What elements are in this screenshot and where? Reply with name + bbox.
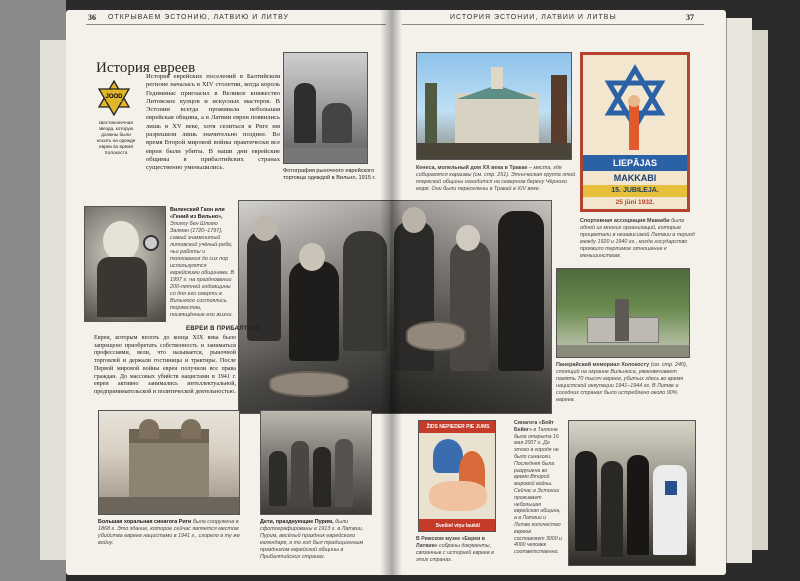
running-head-right: ИСТОРИЯ ЭСТОНИИ, ЛАТВИИ И ЛИТВЫ [450,14,617,21]
header-rule-left [86,24,386,25]
gaon-caption-title: Виленский Гаон или «Гений из Вильно», [170,207,225,220]
museum-poster-title: ŽIDS NEPIEDER PIE JUMS [419,421,496,433]
header-rule-right [402,24,704,25]
baltic-text: Евреи, которым вплоть до конца XIX века было запрещено приобретать собственность и заниматься профессиями, вели, что называется, рыночной торговлей и держали гостиницы и трактиры. После Первой мировой войны евреи получили все права граждан. До массовых убийств нацистами в 1941 г. евреи активно занимались интеллектуальной, предпринимательской и политической деятельностью. [94,335,236,395]
museum-caption-text: собраны документы, связанные с историей евреев в этих странах. [416,543,494,563]
star-label: JOOD [105,94,123,100]
page-edges-right [726,18,752,563]
museum-caption-title: В Рижском музее «Евреи в Латвии» [416,536,485,549]
purim-caption-text: были сфотографированы в 1913 г. в Латвии. Пурим, весёлый праздник еврейского календаря, в то год был традиционным праздником еврейской общины в Прибалтийских странах. [260,519,364,560]
gaon-caption-text: Элияху бен Шломо Залман (1720–1797), самый знаменитый литовский учёный-ребе, чьи работы и толкования до сих пор используются еврейскими общинами. В 1997 г. на праздновании 200-летней годовщины со дня его смерти в Вильнюсе состоялись торжества, посвящённые его жизни. [170,221,235,318]
kenesa-caption-title: Кенеса, молельный дом XX века в Тракае [416,165,528,171]
poster-line-1: LIEPĀJAS [583,155,687,171]
makkabi-caption-title: Спортивная ассоциация Маккаби [580,218,670,224]
page-edges-left [40,40,66,560]
riga-caption-text: была сооружена в 1868 г. Это здание, которое сейчас является местом убийства евреев нацистами в 1941 г., сгорело в ту же войну. [98,519,240,546]
museum-poster [418,420,496,532]
right-page [390,10,726,575]
left-page [66,10,390,575]
riga-caption-title: Большая хоральная синагога Риги [98,519,192,525]
kenesa-caption [416,165,581,193]
museum-caption [416,536,506,564]
poster-line-4: 25 jūni 1932. [615,199,655,206]
memorial-caption-title: Панерайский мемориал Холокосту [556,362,650,368]
section-title: История евреев [96,60,196,76]
market-crowd-photo-right [390,200,552,414]
museum-poster-sub: Svešiel viņu laukā! [419,519,496,532]
page-edges-right-back [752,30,768,550]
tallinn-synagogue-photo [568,420,696,566]
page-number-right: 37 [686,13,694,22]
star-caption: Шестиконечная звезда, которую должны были носить на одежде евреи во время Холокоста [96,120,136,155]
intro-text: История еврейских поселений в Балтийском регионе началась в XIV столетии, когда король Гедиминас пригласил в Великое княжество Литовское купцов и искусных мастеров. В Эстонии всегда проживала небольшая еврейская община, а в Латвии евреи появились лишь в XV веке, хотя селиться в Риге им разрешили лишь значительно позднее. Во время Второй мировой войны практически все евреи были убиты. В наши дни еврейские общины в прибалтийских странах существенно уменьшились. [146,73,280,172]
market-photo [283,52,368,164]
kenesa-photo [416,52,572,160]
market-caption: Фотография рыночного еврейского торговца одеждой в Вильно, 1915 г. [283,168,376,181]
purim-children-photo [260,410,372,515]
poster-line-2: MAKKABI [613,173,657,183]
running-head-left: ОТКРЫВАЕМ ЭСТОНИЮ, ЛАТВИЮ И ЛИТВУ [108,14,289,21]
riga-caption [98,519,243,547]
subhead-baltic: ЕВРЕИ В ПРИБАЛТИКЕ [186,326,261,332]
purim-caption [260,519,380,561]
bejt-caption-title: Синагога «Бейт Бейнг» [514,420,554,433]
vilna-gaon-portrait [84,206,166,322]
bejt-caption [514,420,562,556]
riga-synagogue-photo [98,410,240,515]
makkabi-caption [580,218,695,260]
star-of-david-icon [96,80,132,116]
gaon-caption [170,207,236,319]
makkabi-caption-text: была одной из многих организаций, которые процветали в независимой Латвии в период между 1920 и 1940 гг., когда государство проявило терпимое отношение к меньшинствам. [580,218,695,259]
paneriai-memorial-photo [556,268,690,358]
poster-line-3: 15. JUBILEJA. [583,185,687,197]
purim-caption-title: Дети, празднующие Пурим, [260,519,334,525]
market-crowd-photo-left [238,200,390,414]
bejt-caption-text: в Таллине была открыта 16 мая 2007 г. До этого в городе не было синагоги. Последняя была разрушена во время Второй мировой войны. Сейчас в Эстонии проживает небольшая еврейская община, а в Латвии и Литве количество евреев составляет 3000 и 4000 человек соответственно. [514,426,562,556]
memorial-caption-text: (см. стр. 240), стоящий на окраине Вильнюса, увековечивает память 70 тысяч евреев, убитых здесь во время нацистской оккупации 1941–1944 гг. В Литве и соседних странах было истреблено около 90% евреев. [556,362,688,403]
memorial-caption [556,362,696,404]
makkabi-poster [580,52,690,212]
page-number-left: 36 [88,13,96,22]
kenesa-caption-text: – места, где собираются караимы (см. стр. 251). Этническая группа этой тюркской общины находится на северном берегу Чёрного моря. Они были переселены в Тракай в XIV веке. [416,165,576,192]
